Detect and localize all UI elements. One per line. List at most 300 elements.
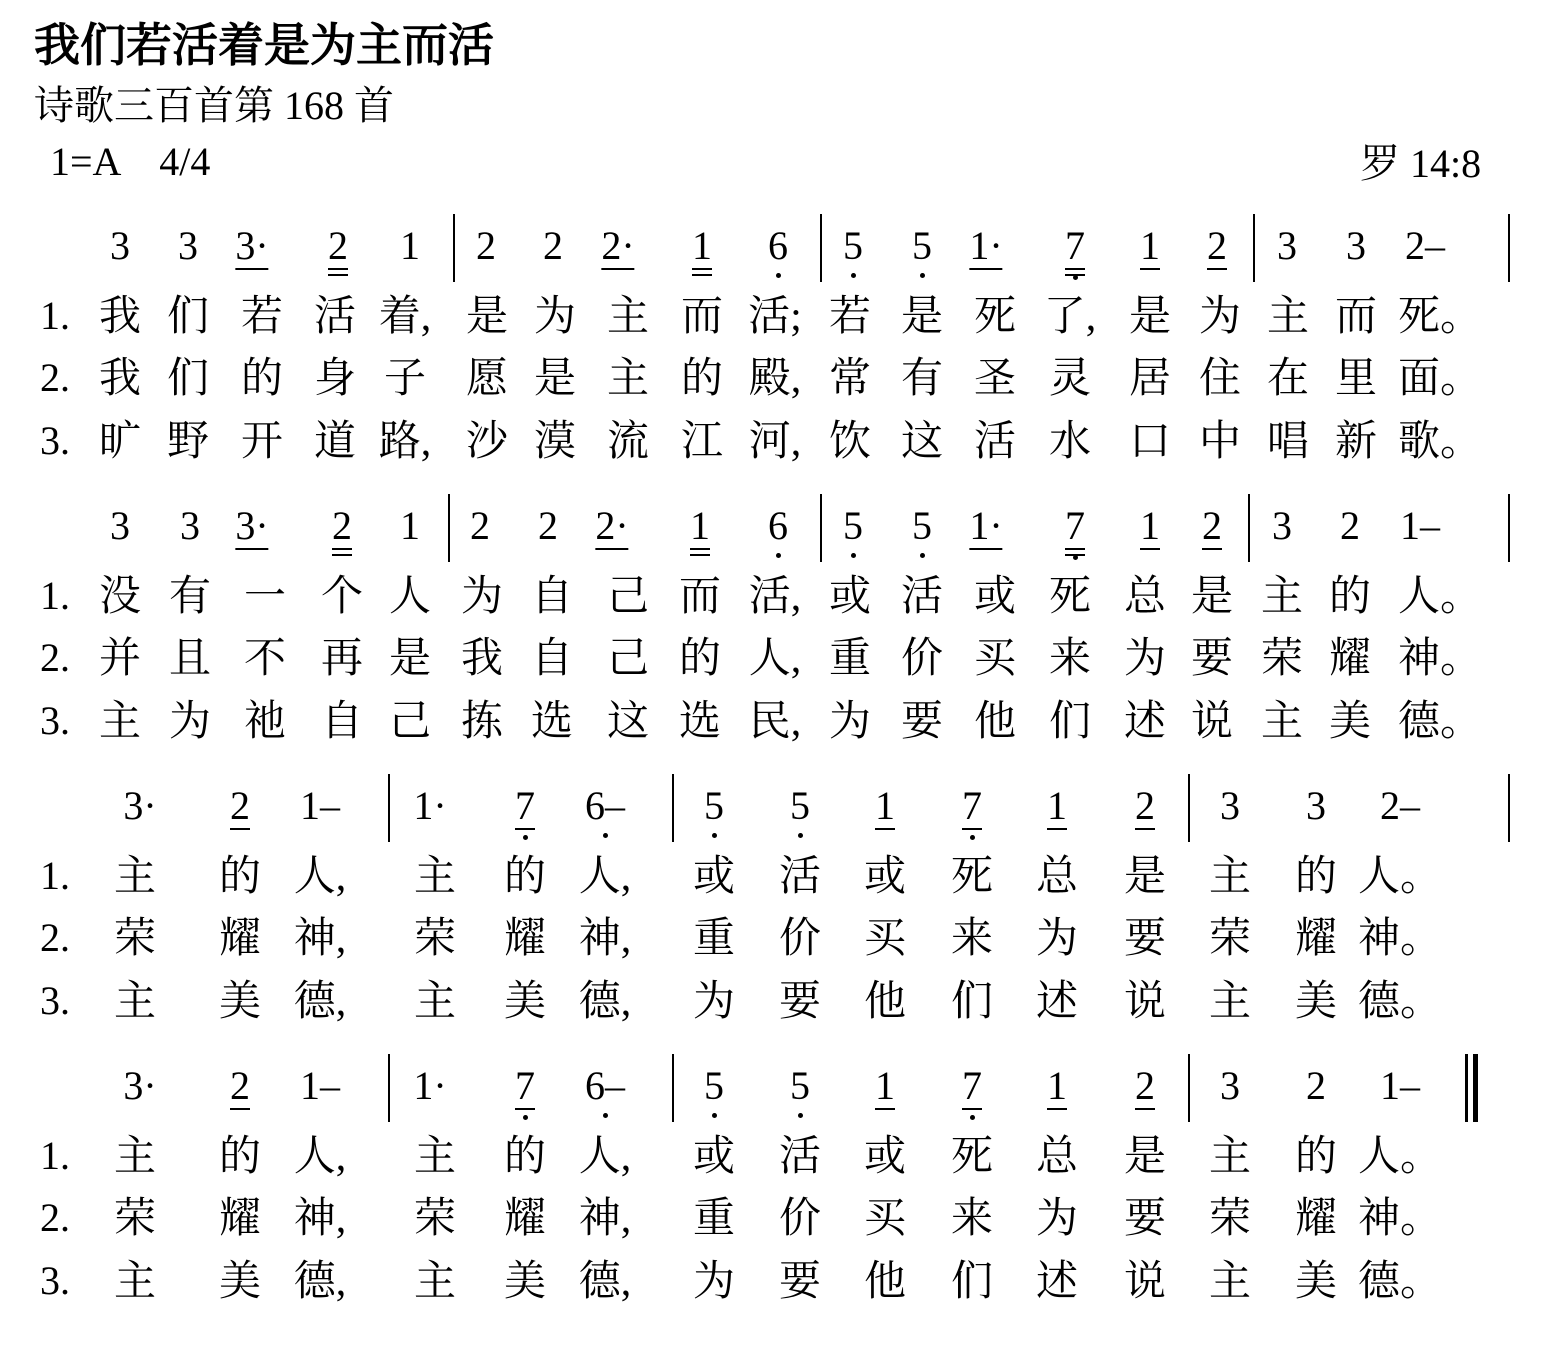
verse-number: 3.	[40, 698, 70, 743]
note-digit: 2–	[1380, 783, 1420, 828]
final-bar-line	[1465, 1054, 1468, 1122]
lyric-syllable: 买	[863, 916, 907, 962]
lyric-syllable: 死	[973, 294, 1017, 340]
lyric-syllable: 人,	[293, 854, 347, 900]
lyric-syllable: 荣	[413, 916, 457, 962]
lyric-syllable: 自	[320, 699, 364, 745]
lyric-syllable: 拣	[460, 699, 504, 745]
note-digit: 5	[912, 503, 932, 548]
note-digit: 6	[768, 223, 788, 268]
lyric-syllable: 荣	[1208, 916, 1252, 962]
note	[235, 503, 269, 550]
lyric-syllable: 是	[388, 636, 432, 682]
note	[601, 223, 635, 270]
lyric-syllable: 荣	[1208, 1196, 1252, 1242]
note-digit: 1	[1047, 1063, 1067, 1108]
note	[400, 503, 420, 548]
lyric-syllable: 美	[1294, 1259, 1338, 1305]
note	[843, 223, 863, 268]
lyric-syllable: 是	[533, 356, 577, 402]
lyric-syllable: 为	[533, 294, 577, 340]
bar-line	[1508, 494, 1510, 562]
note	[969, 223, 1003, 270]
lyric-syllable: 野	[166, 419, 210, 465]
note	[230, 1063, 250, 1110]
lyric-syllable: 美	[1294, 979, 1338, 1025]
note-digit: 2	[1202, 503, 1222, 548]
note	[515, 783, 535, 830]
lyric-syllable: 这	[900, 419, 944, 465]
lyric-syllable: 里	[1334, 356, 1378, 402]
lyric-syllable: 为	[460, 574, 504, 620]
lyric-syllable: 江	[680, 419, 724, 465]
note-digit: 1	[690, 503, 710, 548]
lyric-syllable: 是	[465, 294, 509, 340]
note	[178, 223, 198, 268]
lyric-syllable: 路,	[378, 419, 432, 465]
lyric-syllable: 主	[413, 979, 457, 1025]
lyric-syllable: 若	[240, 294, 284, 340]
lyric-syllable: 德,	[578, 1259, 632, 1305]
lyric-syllable: 而	[1334, 294, 1378, 340]
lyric-syllable: 圣	[973, 356, 1017, 402]
note	[1346, 223, 1366, 268]
lyric-syllable: 不	[243, 636, 287, 682]
note	[1380, 1063, 1420, 1108]
lyric-syllable: 的	[1328, 574, 1372, 620]
note	[912, 503, 932, 548]
note	[332, 503, 352, 550]
verse-number: 3.	[40, 1258, 70, 1303]
lyric-syllable: 述	[1035, 1259, 1079, 1305]
note	[123, 783, 157, 828]
verse-number: 2.	[40, 1195, 70, 1240]
lyric-syllable: 为	[168, 699, 212, 745]
lyric-syllable: 个	[320, 574, 364, 620]
lyric-syllable: 并	[98, 636, 142, 682]
lyric-syllable: 价	[778, 916, 822, 962]
note-digit: 2	[1340, 503, 1360, 548]
note	[1135, 783, 1155, 830]
lyric-syllable: 主	[1260, 574, 1304, 620]
lyric-syllable: 德。	[1397, 699, 1483, 745]
note	[585, 1063, 625, 1108]
note-digit: 1	[400, 223, 420, 268]
note-digit: 3·	[235, 503, 269, 548]
note-digit: 5	[704, 1063, 724, 1108]
lyric-syllable: 要	[778, 1259, 822, 1305]
lyric-syllable: 耀	[503, 916, 547, 962]
note	[300, 783, 340, 828]
lyric-syllable: 沙	[465, 419, 509, 465]
lyric-syllable: 们	[166, 356, 210, 402]
scripture-reference: 罗 14:8	[1360, 141, 1482, 186]
note-digit: 1	[1140, 503, 1160, 548]
lyric-syllable: 的	[1294, 1134, 1338, 1180]
note-digit: 5	[790, 783, 810, 828]
hymn-title: 我们若活着是为主而活	[34, 18, 494, 72]
note-digit: 3·	[123, 783, 157, 828]
lyric-syllable: 活	[778, 1134, 822, 1180]
lyric-syllable: 愿	[465, 356, 509, 402]
lyric-syllable: 耀	[218, 1196, 262, 1242]
note	[180, 503, 200, 548]
lyric-syllable: 水	[1048, 419, 1092, 465]
lyric-syllable: 耀	[1294, 916, 1338, 962]
note	[1220, 1063, 1240, 1108]
note	[768, 503, 788, 548]
note	[235, 223, 269, 270]
lyric-syllable: 人。	[1357, 1134, 1443, 1180]
note-digit: 1	[1047, 783, 1067, 828]
bar-line	[1508, 214, 1510, 282]
bar-line	[1188, 774, 1190, 842]
note	[875, 1063, 895, 1110]
note	[1202, 503, 1222, 550]
lyric-syllable: 主	[1208, 979, 1252, 1025]
lyric-syllable: 一	[243, 574, 287, 620]
note-digit: 1–	[1380, 1063, 1420, 1108]
lyric-syllable: 或	[863, 1134, 907, 1180]
verse-number: 1.	[40, 293, 70, 338]
lyric-syllable: 我	[460, 636, 504, 682]
note-digit: 3	[178, 223, 198, 268]
lyric-syllable: 主	[606, 294, 650, 340]
lyric-syllable: 活	[973, 419, 1017, 465]
lyric-syllable: 身	[313, 356, 357, 402]
lyric-syllable: 有	[900, 356, 944, 402]
lyric-syllable: 没	[98, 574, 142, 620]
lyric-syllable: 主	[1266, 294, 1310, 340]
note	[413, 783, 447, 828]
lyric-syllable: 德。	[1357, 1259, 1443, 1305]
lyric-syllable: 总	[1035, 1134, 1079, 1180]
note-digit: 7	[515, 783, 535, 828]
note	[1047, 783, 1067, 830]
lyric-syllable: 死	[950, 1134, 994, 1180]
lyric-syllable: 美	[218, 1259, 262, 1305]
verse-number: 2.	[40, 355, 70, 400]
lyric-syllable: 为	[1198, 294, 1242, 340]
note-digit: 3	[1272, 503, 1292, 548]
lyric-syllable: 述	[1123, 699, 1167, 745]
lyric-syllable: 的	[1294, 854, 1338, 900]
lyric-syllable: 住	[1198, 356, 1242, 402]
lyric-syllable: 的	[503, 1134, 547, 1180]
lyric-syllable: 神,	[293, 916, 347, 962]
note-digit: 2	[332, 503, 352, 548]
lyric-syllable: 主	[1260, 699, 1304, 745]
lyric-syllable: 活	[313, 294, 357, 340]
lyric-syllable: 他	[973, 699, 1017, 745]
verse-number: 3.	[40, 978, 70, 1023]
lyric-syllable: 价	[900, 636, 944, 682]
lyric-syllable: 我	[98, 294, 142, 340]
lyric-syllable: 主	[113, 1134, 157, 1180]
note	[230, 783, 250, 830]
lyric-syllable: 而	[678, 574, 722, 620]
lyric-syllable: 是	[1190, 574, 1234, 620]
note-digit: 2	[1207, 223, 1227, 268]
lyric-syllable: 主	[113, 854, 157, 900]
lyric-syllable: 为	[1035, 916, 1079, 962]
verse-number: 1.	[40, 853, 70, 898]
note-digit: 1·	[969, 223, 1003, 268]
lyric-syllable: 饮	[828, 419, 872, 465]
lyric-syllable: 的	[240, 356, 284, 402]
lyric-syllable: 来	[950, 916, 994, 962]
lyric-syllable: 他	[863, 979, 907, 1025]
note	[790, 783, 810, 828]
note	[1306, 1063, 1326, 1108]
lyric-syllable: 总	[1035, 854, 1079, 900]
note	[1380, 783, 1420, 828]
lyric-syllable: 人,	[578, 1134, 632, 1180]
lyric-syllable: 主	[113, 979, 157, 1025]
lyric-syllable: 祂	[243, 699, 287, 745]
lyric-syllable: 居	[1128, 356, 1172, 402]
note-digit: 2–	[1405, 223, 1445, 268]
note-digit: 2	[1135, 1063, 1155, 1108]
lyric-syllable: 的	[218, 854, 262, 900]
lyric-syllable: 为	[1123, 636, 1167, 682]
lyric-syllable: 主	[413, 854, 457, 900]
bar-line	[388, 1054, 390, 1122]
lyric-syllable: 们	[950, 1259, 994, 1305]
note-digit: 2	[230, 783, 250, 828]
note-digit: 1	[875, 783, 895, 828]
bar-line	[672, 1054, 674, 1122]
note	[843, 503, 863, 548]
note-digit: 3·	[123, 1063, 157, 1108]
note-digit: 3	[1346, 223, 1366, 268]
note	[690, 503, 710, 550]
verse-number: 2.	[40, 635, 70, 680]
lyric-syllable: 买	[863, 1196, 907, 1242]
lyric-syllable: 或	[692, 854, 736, 900]
lyric-syllable: 重	[828, 636, 872, 682]
note-digit: 3·	[235, 223, 269, 268]
lyric-syllable: 流	[606, 419, 650, 465]
bar-line	[820, 214, 822, 282]
note-digit: 5	[704, 783, 724, 828]
lyric-syllable: 德,	[578, 979, 632, 1025]
note-digit: 1	[400, 503, 420, 548]
note	[962, 783, 982, 830]
lyric-syllable: 活	[900, 574, 944, 620]
note	[538, 503, 558, 548]
lyric-syllable: 说	[1123, 979, 1167, 1025]
bar-line	[1253, 214, 1255, 282]
lyric-syllable: 神,	[293, 1196, 347, 1242]
lyric-syllable: 述	[1035, 979, 1079, 1025]
lyric-syllable: 道	[313, 419, 357, 465]
lyric-syllable: 为	[828, 699, 872, 745]
lyric-syllable: 主	[1208, 1134, 1252, 1180]
note	[515, 1063, 535, 1110]
note	[768, 223, 788, 268]
note	[300, 1063, 340, 1108]
lyric-syllable: 主	[113, 1259, 157, 1305]
lyric-syllable: 人,	[578, 854, 632, 900]
note-digit: 2	[1135, 783, 1155, 828]
lyric-syllable: 们	[950, 979, 994, 1025]
lyric-syllable: 重	[692, 916, 736, 962]
lyric-syllable: 有	[168, 574, 212, 620]
lyric-syllable: 德。	[1357, 979, 1443, 1025]
note-digit: 7	[515, 1063, 535, 1108]
lyric-syllable: 人,	[293, 1134, 347, 1180]
bar-line	[448, 494, 450, 562]
lyric-syllable: 神。	[1357, 916, 1443, 962]
lyric-syllable: 来	[1048, 636, 1092, 682]
note	[704, 1063, 724, 1108]
key-and-time-signature: 1=A 4/4	[50, 139, 211, 184]
note-digit: 2	[470, 503, 490, 548]
lyric-syllable: 自	[530, 574, 574, 620]
note-digit: 5	[790, 1063, 810, 1108]
lyric-syllable: 说	[1123, 1259, 1167, 1305]
note	[1220, 783, 1240, 828]
lyric-syllable: 来	[950, 1196, 994, 1242]
lyric-syllable: 美	[503, 979, 547, 1025]
lyric-syllable: 歌。	[1397, 419, 1483, 465]
lyric-syllable: 人。	[1357, 854, 1443, 900]
lyric-syllable: 口	[1128, 419, 1172, 465]
verse-number: 3.	[40, 418, 70, 463]
lyric-syllable: 主	[98, 699, 142, 745]
note	[585, 783, 625, 828]
lyric-syllable: 死。	[1397, 294, 1483, 340]
note-digit: 2	[543, 223, 563, 268]
lyric-syllable: 为	[692, 1259, 736, 1305]
note-digit: 6–	[585, 1063, 625, 1108]
lyric-syllable: 重	[692, 1196, 736, 1242]
bar-line	[1188, 1054, 1190, 1122]
note-digit: 2·	[595, 503, 629, 548]
lyric-syllable: 美	[1328, 699, 1372, 745]
bar-line	[453, 214, 455, 282]
note-digit: 5	[843, 503, 863, 548]
lyric-syllable: 主	[413, 1259, 457, 1305]
note-digit: 1·	[413, 783, 447, 828]
lyric-syllable: 神。	[1397, 636, 1483, 682]
note	[692, 223, 712, 270]
lyric-syllable: 神。	[1357, 1196, 1443, 1242]
note	[1047, 1063, 1067, 1110]
lyric-syllable: 了,	[1043, 294, 1097, 340]
note-digit: 3	[1220, 1063, 1240, 1108]
note-digit: 2	[476, 223, 496, 268]
note	[1065, 503, 1085, 550]
lyric-syllable: 灵	[1048, 356, 1092, 402]
lyric-syllable: 神,	[578, 1196, 632, 1242]
note-digit: 3	[1306, 783, 1326, 828]
lyric-syllable: 若	[828, 294, 872, 340]
lyric-syllable: 耀	[503, 1196, 547, 1242]
note	[413, 1063, 447, 1108]
lyric-syllable: 的	[680, 356, 724, 402]
note	[875, 783, 895, 830]
lyric-syllable: 要	[1190, 636, 1234, 682]
lyric-syllable: 民,	[748, 699, 802, 745]
lyric-syllable: 自	[530, 636, 574, 682]
bar-line	[388, 774, 390, 842]
final-bar-line	[1473, 1054, 1478, 1122]
lyric-syllable: 活	[778, 854, 822, 900]
lyric-syllable: 是	[1123, 854, 1167, 900]
note-digit: 3	[1277, 223, 1297, 268]
lyric-syllable: 且	[168, 636, 212, 682]
lyric-syllable: 新	[1334, 419, 1378, 465]
lyric-syllable: 神,	[578, 916, 632, 962]
lyric-syllable: 或	[863, 854, 907, 900]
lyric-syllable: 的	[678, 636, 722, 682]
lyric-syllable: 而	[680, 294, 724, 340]
note-digit: 3	[1220, 783, 1240, 828]
bar-line	[1248, 494, 1250, 562]
lyric-syllable: 们	[166, 294, 210, 340]
lyric-syllable: 我	[98, 356, 142, 402]
lyric-syllable: 面。	[1397, 356, 1483, 402]
note-digit: 5	[843, 223, 863, 268]
lyric-syllable: 选	[678, 699, 722, 745]
lyric-syllable: 美	[218, 979, 262, 1025]
note	[1272, 503, 1292, 548]
note-digit: 1	[692, 223, 712, 268]
note	[1140, 223, 1160, 270]
lyric-syllable: 德,	[293, 1259, 347, 1305]
bar-line	[672, 774, 674, 842]
note-digit: 2	[538, 503, 558, 548]
hymn-number: 诗歌三百首第 168 首	[34, 83, 394, 128]
note	[595, 503, 629, 550]
note-digit: 5	[912, 223, 932, 268]
note-digit: 1·	[969, 503, 1003, 548]
verse-number: 2.	[40, 915, 70, 960]
note-digit: 1–	[300, 1063, 340, 1108]
note-digit: 1·	[413, 1063, 447, 1108]
note	[123, 1063, 157, 1108]
lyric-syllable: 中	[1198, 419, 1242, 465]
lyric-syllable: 耀	[218, 916, 262, 962]
note	[400, 223, 420, 268]
lyric-syllable: 人,	[748, 636, 802, 682]
lyric-syllable: 的	[503, 854, 547, 900]
lyric-syllable: 主	[1208, 1259, 1252, 1305]
lyric-syllable: 总	[1123, 574, 1167, 620]
note-digit: 6–	[585, 783, 625, 828]
lyric-syllable: 己	[606, 574, 650, 620]
note	[1207, 223, 1227, 270]
lyric-syllable: 荣	[413, 1196, 457, 1242]
note	[110, 223, 130, 268]
note	[704, 783, 724, 828]
lyric-syllable: 荣	[113, 916, 157, 962]
note	[1140, 503, 1160, 550]
lyric-syllable: 要	[1123, 916, 1167, 962]
lyric-syllable: 己	[388, 699, 432, 745]
note	[969, 503, 1003, 550]
lyric-syllable: 漠	[533, 419, 577, 465]
note-digit: 6	[768, 503, 788, 548]
lyric-syllable: 人	[388, 574, 432, 620]
lyric-syllable: 是	[900, 294, 944, 340]
lyric-syllable: 荣	[113, 1196, 157, 1242]
lyric-syllable: 要	[778, 979, 822, 1025]
lyric-syllable: 要	[900, 699, 944, 745]
lyric-syllable: 主	[1208, 854, 1252, 900]
